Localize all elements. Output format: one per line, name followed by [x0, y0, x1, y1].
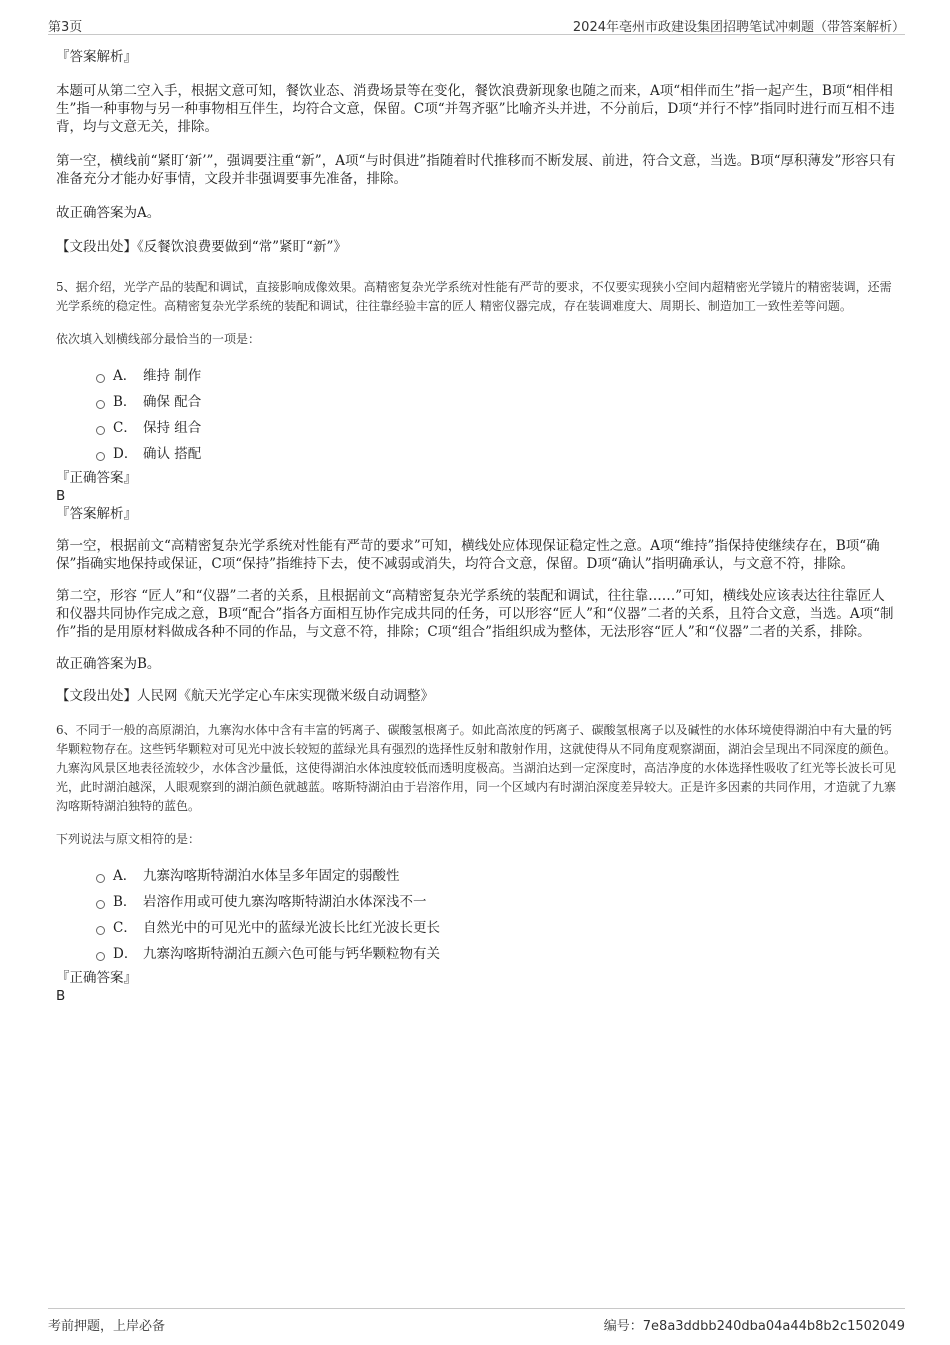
footer-code-value: 7e8a3ddbb240dba04a44b8b2c1502049	[642, 1319, 905, 1334]
option-letter: B．	[113, 394, 137, 410]
q5-analysis-label: 『答案解析』	[56, 506, 137, 522]
q4-analysis-paragraph-1: 本题可从第二空入手，根据文意可知，餐饮业态、消费场景等在变化，餐饮浪费新现象也随之而来，A项“相伴而生”指一起产生，B项“相伴相生”指一种事物与另一种事物相互伴生，均符合文意，保留。C项“并驾齐驱”比喻齐头并进，不分前后，D项“并行不悖”指同时进行而互相不违背，均与文意无关，排除。	[56, 83, 895, 135]
q5-option-c[interactable]	[96, 415, 896, 441]
q5-stem: 5、据介绍，光学产品的装配和调试，直接影响成像效果。高精密复杂光学系统对性能有严苛的要求，不仅要实现狭小空间内超精密光学镜片的精密装调，还需 光学系统的稳定性。高精密复杂光学系统的装配和调试，往往靠经验丰富的匠人 精密仪器完成，存在装调难度大、周期长、制造加工一致性差等问题。	[56, 280, 892, 313]
q5-answer-label: 『正确答案』	[56, 470, 137, 486]
q6-option-d[interactable]	[96, 941, 896, 967]
option-letter: C．	[113, 920, 137, 936]
q6-stem: 6、不同于一般的高原湖泊，九寨沟水体中含有丰富的钙离子、碳酸氢根离子。如此高浓度的钙离子、碳酸氢根离子以及碱性的水体环境使得湖泊中有大量的钙华颗粒物存在。这些钙华颗粒对可见光中波长较短的蓝绿光具有强烈的选择性反射和散射作用，这就使得从不同角度观察湖面，湖泊会呈现出不同深度的颜色。九寨沟风景区地表径流较少，水体含沙量低，这使得湖泊水体浊度较低而透明度极高。当湖泊达到一定深度时，高洁净度的水体选择性吸收了红光等长波长可见光，此时湖泊越深，人眼观察到的湖泊颜色就越蓝。喀斯特湖泊由于岩溶作用，同一个区域内有时湖泊深度差异较大。正是许多因素的共同作用，才造就了九寨沟喀斯特湖泊独特的蓝色。	[56, 723, 897, 813]
q5-prompt: 依次填入划横线部分最恰当的一项是：	[56, 332, 261, 346]
radio-icon[interactable]	[96, 452, 105, 461]
q4-conclusion: 故正确答案为A。	[56, 205, 161, 221]
q5-option-b[interactable]	[96, 389, 896, 415]
option-text: 维持 制作	[143, 368, 202, 384]
option-letter: D．	[113, 446, 138, 462]
option-letter: D．	[113, 946, 138, 962]
footer-code-label: 编号：	[603, 1319, 643, 1334]
page-footer	[48, 1308, 905, 1333]
option-text: 自然光中的可见光中的蓝绿光波长比红光波长更长	[143, 920, 440, 936]
option-letter: A．	[113, 368, 137, 384]
option-text: 九寨沟喀斯特湖泊水体呈多年固定的弱酸性	[143, 868, 400, 884]
option-letter: C．	[113, 420, 137, 436]
q6-option-b[interactable]	[96, 889, 896, 915]
radio-icon[interactable]	[96, 374, 105, 383]
q6-answer: B	[56, 988, 66, 1004]
radio-icon[interactable]	[96, 874, 105, 883]
q5-analysis-paragraph-1: 第一空，根据前文“高精密复杂光学系统对性能有严苛的要求”可知，横线处应体现保证稳定性之意。A项“维持”指保持使继续存在，B项“确保”指确实地保持或保证，C项“保持”指维持下去，使不减弱或消失，均符合文意，保留。D项“确认”指明确承认，与文意不符，排除。	[56, 538, 880, 572]
option-letter: B．	[113, 894, 137, 910]
q4-analysis-label: 『答案解析』	[56, 49, 137, 65]
document-title: 2024年亳州市政建设集团招聘笔试冲刺题（带答案解析）	[572, 20, 905, 35]
page-content	[56, 44, 896, 1005]
q4-source: 【文段出处】《反餐饮浪费要做到“常”紧盯“新”》	[56, 239, 347, 255]
q6-options	[96, 863, 896, 967]
option-text: 九寨沟喀斯特湖泊五颜六色可能与钙华颗粒物有关	[143, 946, 440, 962]
radio-icon[interactable]	[96, 900, 105, 909]
option-letter: A．	[113, 868, 137, 884]
option-text: 保持 组合	[143, 420, 202, 436]
page-header	[48, 14, 905, 35]
radio-icon[interactable]	[96, 952, 105, 961]
radio-icon[interactable]	[96, 400, 105, 409]
q6-option-a[interactable]	[96, 863, 896, 889]
q5-option-d[interactable]	[96, 441, 896, 467]
page-number: 第3页	[48, 20, 83, 35]
q5-source: 【文段出处】人民网《航天光学定心车床实现微米级自动调整》	[56, 688, 434, 704]
q5-conclusion: 故正确答案为B。	[56, 656, 161, 672]
q6-prompt: 下列说法与原文相符的是：	[56, 832, 201, 846]
q5-option-a[interactable]	[96, 363, 896, 389]
q6-option-c[interactable]	[96, 915, 896, 941]
q6-answer-label: 『正确答案』	[56, 970, 137, 986]
q5-analysis-paragraph-2: 第二空，形容 “匠人”和“仪器”二者的关系，且根据前文“高精密复杂光学系统的装配和调试，往往靠……”可知，横线处应该表达往往靠匠人和仪器共同协作完成之意，B项“配合”指各方面相互协作完成共同的任务，可以形容“匠人”和“仪器”二者的关系，且符合文意，当选。A项“制作”指的是用原材料做成各种不同的作品，与文意不符，排除；C项“组合”指组织成为整体，无法形容“匠人”和“仪器”二者的关系，排除。	[56, 588, 894, 640]
q4-analysis-paragraph-2: 第一空，横线前“紧盯‘新’”，强调要注重“新”，A项“与时俱进”指随着时代推移而不断发展、前进，符合文意，当选。B项“厚积薄发”形容只有准备充分才能办好事情，文段并非强调要事先准备，排除。	[56, 153, 896, 187]
q5-options	[96, 363, 896, 467]
radio-icon[interactable]	[96, 426, 105, 435]
radio-icon[interactable]	[96, 926, 105, 935]
option-text: 确保 配合	[143, 394, 202, 410]
option-text: 岩溶作用或可使九寨沟喀斯特湖泊水体深浅不一	[143, 894, 427, 910]
q5-answer: B	[56, 488, 66, 504]
footer-code	[604, 1315, 905, 1334]
footer-slogan: 考前押题，上岸必备	[48, 1319, 166, 1334]
option-text: 确认 搭配	[143, 446, 202, 462]
